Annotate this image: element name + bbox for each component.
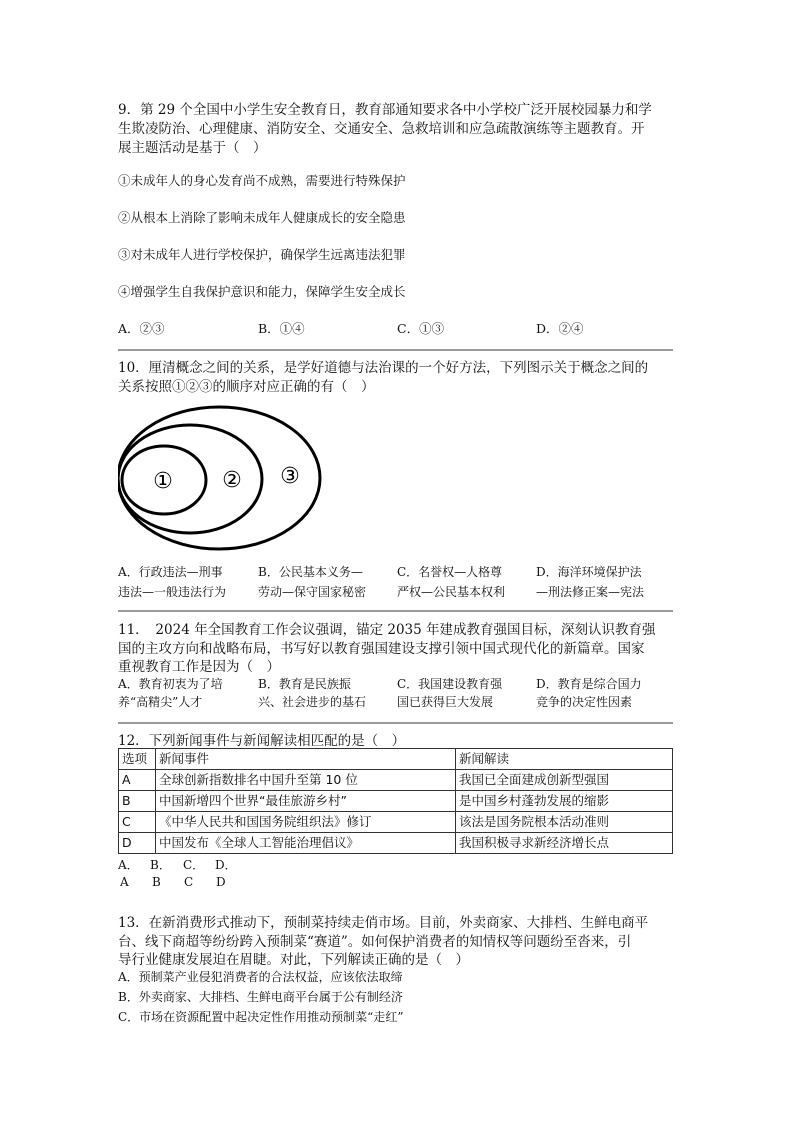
q13-option-c[interactable]: C．市场在资源配置中起决定性作用推动预制菜“走红”	[118, 1010, 404, 1024]
q13-option-b[interactable]: B．外卖商家、大排档、生鲜电商平台属于公有制经济	[118, 990, 403, 1004]
q12-option-d[interactable]: D．	[215, 858, 237, 872]
header-interpretation: 新闻解读	[456, 749, 673, 770]
q11-option-c[interactable]: C．我国建设教育强	[397, 677, 503, 691]
q9-stem-line2: 生欺凌防治、心理健康、消防安全、交通安全、急救培训和应急疏散演练等主题教育。开	[118, 121, 645, 137]
row-event: 中国新增四个世界“最佳旅游乡村”	[156, 791, 456, 812]
q9-statement-4: ④增强学生自我保护意识和能力，保障学生安全成长	[118, 284, 406, 299]
q10-stem-line2: 关系按照①②③的顺序对应正确的有（ ）	[118, 379, 375, 395]
q9-statement-1: ①未成年人的身心发育尚不成熟，需要进行特殊保护	[118, 173, 406, 188]
q10-option-a-cont: 违法—一般违法行为	[118, 585, 227, 599]
row-option: B	[119, 791, 156, 812]
q10-option-b-cont: 劳动—保守国家秘密	[258, 585, 367, 599]
label-1: ①	[153, 469, 173, 494]
row-interpretation: 是中国乡村蓬勃发展的缩影	[456, 791, 673, 812]
table-row	[119, 833, 673, 854]
q11-option-d[interactable]: D．教育是综合国力	[536, 677, 642, 691]
row-interpretation: 该法是国务院根本活动准则	[456, 812, 673, 833]
q11-option-d-cont: 竞争的决定性因素	[536, 695, 633, 709]
q9-option-b[interactable]: B．①④	[258, 321, 305, 336]
q10-stem-line1: 10．厘清概念之间的关系，是学好道德与法治课的一个好方法，下列图示关于概念之间的	[118, 360, 649, 376]
q9-stem-line3: 展主题活动是基于（ ）	[118, 140, 267, 156]
q13-option-a[interactable]: A．预制菜产业侵犯消费者的合法权益，应该依法取缔	[118, 970, 403, 984]
q12-option-b[interactable]: B．	[150, 858, 171, 872]
row-option: D	[119, 833, 156, 854]
table-row	[119, 770, 673, 791]
divider	[118, 349, 673, 351]
row-interpretation: 我国已全面建成创新型强国	[456, 770, 673, 791]
q11-option-a-cont: 养“高精尖”人才	[118, 695, 203, 709]
q12-option-c-value: C	[184, 875, 194, 889]
q11-stem-line3: 重视教育工作是因为（ ）	[118, 659, 280, 675]
row-event: 中国发布《全球人工智能治理倡议》	[156, 833, 456, 854]
q12-option-b-value: B	[152, 875, 161, 889]
q10-option-b[interactable]: B．公民基本义务—	[258, 565, 363, 579]
q12-option-a-value: A	[120, 875, 129, 889]
header-event: 新闻事件	[156, 749, 456, 770]
q12-option-c[interactable]: C．	[183, 858, 205, 872]
q10-option-c[interactable]: C．名誉权—人格尊	[397, 565, 503, 579]
q9-option-d[interactable]: D．②④	[536, 321, 584, 336]
q12-option-a[interactable]: A．	[118, 858, 139, 872]
q13-stem-line3: 导行业健康发展迫在眉睫。对此，下列解读正确的是（ ）	[118, 952, 469, 968]
q11-stem-line1: 11． 2024 年全国教育工作会议强调，锚定 2035 年建成教育强国目标，深刻认识教育强	[118, 622, 656, 638]
q13-stem-line1: 13．在新消费形式推动下，预制菜持续走俏市场。目前，外卖商家、大排档、生鲜电商平	[118, 915, 649, 931]
news-table	[118, 748, 673, 854]
row-interpretation: 我国积极寻求新经济增长点	[456, 833, 673, 854]
q11-option-b[interactable]: B．教育是民族振	[258, 677, 351, 691]
q9-statement-2: ②从根本上消除了影响未成年人健康成长的安全隐患	[118, 210, 406, 225]
table-row	[119, 812, 673, 833]
table-header-row	[119, 749, 673, 770]
row-option: C	[119, 812, 156, 833]
label-2: ②	[222, 468, 242, 493]
q9-option-c[interactable]: C．①③	[397, 321, 445, 336]
divider	[118, 722, 673, 724]
q11-option-b-cont: 兴、社会进步的基石	[258, 695, 367, 709]
q9-option-a[interactable]: A．②③	[118, 321, 165, 336]
q9-statement-3: ③对未成年人进行学校保护，确保学生远离违法犯罪	[118, 247, 406, 262]
row-event: 《中华人民共和国国务院组织法》修订	[156, 812, 456, 833]
table-row	[119, 791, 673, 812]
q10-option-a[interactable]: A．行政违法—刑事	[118, 565, 223, 579]
q12-option-d-value: D	[216, 875, 226, 889]
concept-venn-diagram	[118, 404, 328, 554]
q11-option-a[interactable]: A．教育初衷为了培	[118, 677, 223, 691]
q10-option-c-cont: 严权—公民基本权利	[397, 585, 506, 599]
q13-stem-line2: 台、线下商超等纷纷跨入预制菜“赛道”。如何保护消费者的知情权等问题纷至沓来，引	[118, 934, 632, 950]
header-option: 选项	[119, 749, 156, 770]
q11-option-c-cont: 国已获得巨大发展	[397, 695, 494, 709]
row-option: A	[119, 770, 156, 791]
q10-option-d[interactable]: D．海洋环境保护法	[536, 565, 642, 579]
q10-option-d-cont: —刑法修正案—宪法	[536, 585, 645, 599]
label-3: ③	[280, 464, 300, 489]
q12-stem: 12．下列新闻事件与新闻解读相匹配的是（ ）	[118, 733, 406, 749]
q11-stem-line2: 国的主攻方向和战略布局，书写好以教育强国建设支撑引领中国式现代化的新篇章。国家	[118, 641, 645, 657]
divider	[118, 610, 673, 612]
row-event: 全球创新指数排名中国升至第 10 位	[156, 770, 456, 791]
q9-stem-line1: 9．第 29 个全国中小学生安全教育日，教育部通知要求各中小学校广泛开展校园暴力和学	[118, 102, 652, 118]
